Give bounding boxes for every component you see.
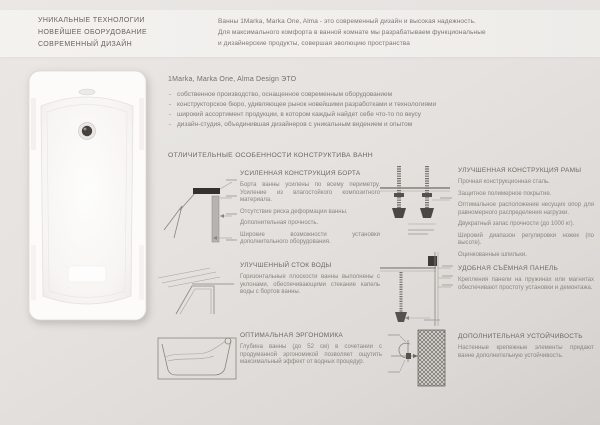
intro-title: 1Marka, Marka One, Alma Design ЭТО	[168, 76, 297, 83]
feature-paragraph: Дополнительная прочность.	[240, 220, 319, 226]
removable-panel-diagram	[378, 252, 453, 336]
water-drain-diagram	[158, 256, 238, 324]
wall-mount-diagram	[388, 328, 458, 390]
feature-paragraph: Защитное полимерное покрытие.	[458, 190, 552, 197]
feature-title: ОПТИМАЛЬНАЯ ЭРГОНОМИКА	[240, 332, 343, 339]
intro-bullet-text: широкий ассортимент продукции, в котором каждый найдет себе что-то по вкусу	[177, 111, 421, 118]
feature-paragraph: Двукратный запас прочности (до 1000 кг).	[458, 221, 575, 227]
feature-title: УСИЛЕННАЯ КОНСТРУКЦИЯ БОРТА	[240, 170, 361, 177]
header-description-line: Ванны 1Marka, Marka One, Alma - это современный дизайн и высокая надежность.	[218, 18, 476, 25]
feature-paragraph: Горизонтальные плоскости ванны выполнены с уклонами, обеспечивающими стекание капель воды с бортов ванны.	[240, 274, 380, 295]
feature-frame	[458, 167, 594, 263]
bullet-marker: -	[168, 101, 172, 108]
feature-paragraph: Оптимальное расположение несущих опор для равномерного распределения нагрузки.	[458, 202, 594, 216]
feature-paragraph: Борта ванны усилены по всему периметру. Усиление из влагостойкого композитного материала.	[240, 182, 380, 203]
bullet-marker: -	[168, 91, 172, 98]
feature-paragraph: Оцинкованные шпильки.	[458, 251, 527, 258]
frame-legs-diagram	[378, 162, 453, 254]
header-tagline-line: УНИКАЛЬНЫЕ ТЕХНОЛОГИИ	[38, 17, 145, 24]
intro-bullet-text: конструкторское бюро, удивляющее рынок новейшими разработками и технологиями	[177, 101, 437, 108]
feature-removable-panel	[458, 265, 594, 296]
intro-bullet	[168, 120, 488, 130]
intro-block	[168, 76, 488, 130]
feature-reinforced-rim	[240, 170, 380, 251]
feature-paragraph: Крепления панели на пружинах или магнитах обеспечивают простоту установки и демонтажа.	[458, 277, 594, 291]
bathtub-top-view-illustration	[28, 70, 148, 322]
header-tagline-line: НОВЕЙШЕЕ ОБОРУДОВАНИЕ	[38, 29, 148, 36]
feature-paragraph: Глубина ванны (до 52 см) в сочетании с продуманной эргономикой позволяет ощутить максимальный эффект от водных процедур.	[240, 344, 382, 365]
feature-title: УДОБНАЯ СЪЁМНАЯ ПАНЕЛЬ	[458, 265, 559, 272]
intro-bullet	[168, 110, 488, 120]
intro-bullet-text: собственное производство, оснащенное современным оборудованием	[177, 91, 393, 98]
intro-bullet-text: дизайн-студия, объединившая дизайнеров с уникальным видением и опытом	[177, 121, 413, 128]
feature-paragraph: Широкие возможности установки дополнительного оборудования.	[240, 231, 380, 245]
header-tagline-line: СОВРЕМЕННЫЙ ДИЗАЙН	[38, 41, 133, 48]
header-description-line: Для максимального комфорта в ванной комнате мы разрабатываем функциональные	[218, 29, 486, 36]
section-title: ОТЛИЧИТЕЛЬНЫЕ ОСОБЕННОСТИ КОНСТРУКТИВА ВАНН	[168, 152, 373, 159]
feature-paragraph: Широкий диапазон регулировки ножек (по высоте).	[458, 232, 594, 246]
feature-title: УЛУЧШЕННЫЙ СТОК ВОДЫ	[240, 262, 332, 269]
ergonomics-diagram	[152, 330, 242, 390]
feature-title: УЛУЧШЕННАЯ КОНСТРУКЦИЯ РАМЫ	[458, 167, 582, 174]
feature-paragraph: Настенные крепежные элементы придают ванне дополнительную устойчивость.	[458, 345, 594, 359]
bullet-marker: -	[168, 121, 172, 128]
feature-ergonomics	[240, 332, 382, 371]
feature-title: ДОПОЛНИТЕЛЬНАЯ УСТОЙЧИВОСТЬ	[458, 333, 583, 340]
feature-water-drain	[240, 262, 380, 301]
intro-bullet	[168, 100, 488, 110]
rim-section-diagram	[160, 168, 238, 252]
header-description	[218, 16, 486, 49]
feature-paragraph: Прочная конструкционная сталь.	[458, 179, 550, 185]
feature-wall-stability	[458, 333, 594, 364]
bullet-marker: -	[168, 111, 172, 118]
intro-bullet	[168, 90, 488, 100]
header-tagline	[38, 15, 147, 51]
feature-paragraph: Отсутствие риска деформации ванны.	[240, 208, 348, 215]
header-description-line: и дизайнерские продукты, совершая эволюцию пространства	[218, 40, 410, 47]
